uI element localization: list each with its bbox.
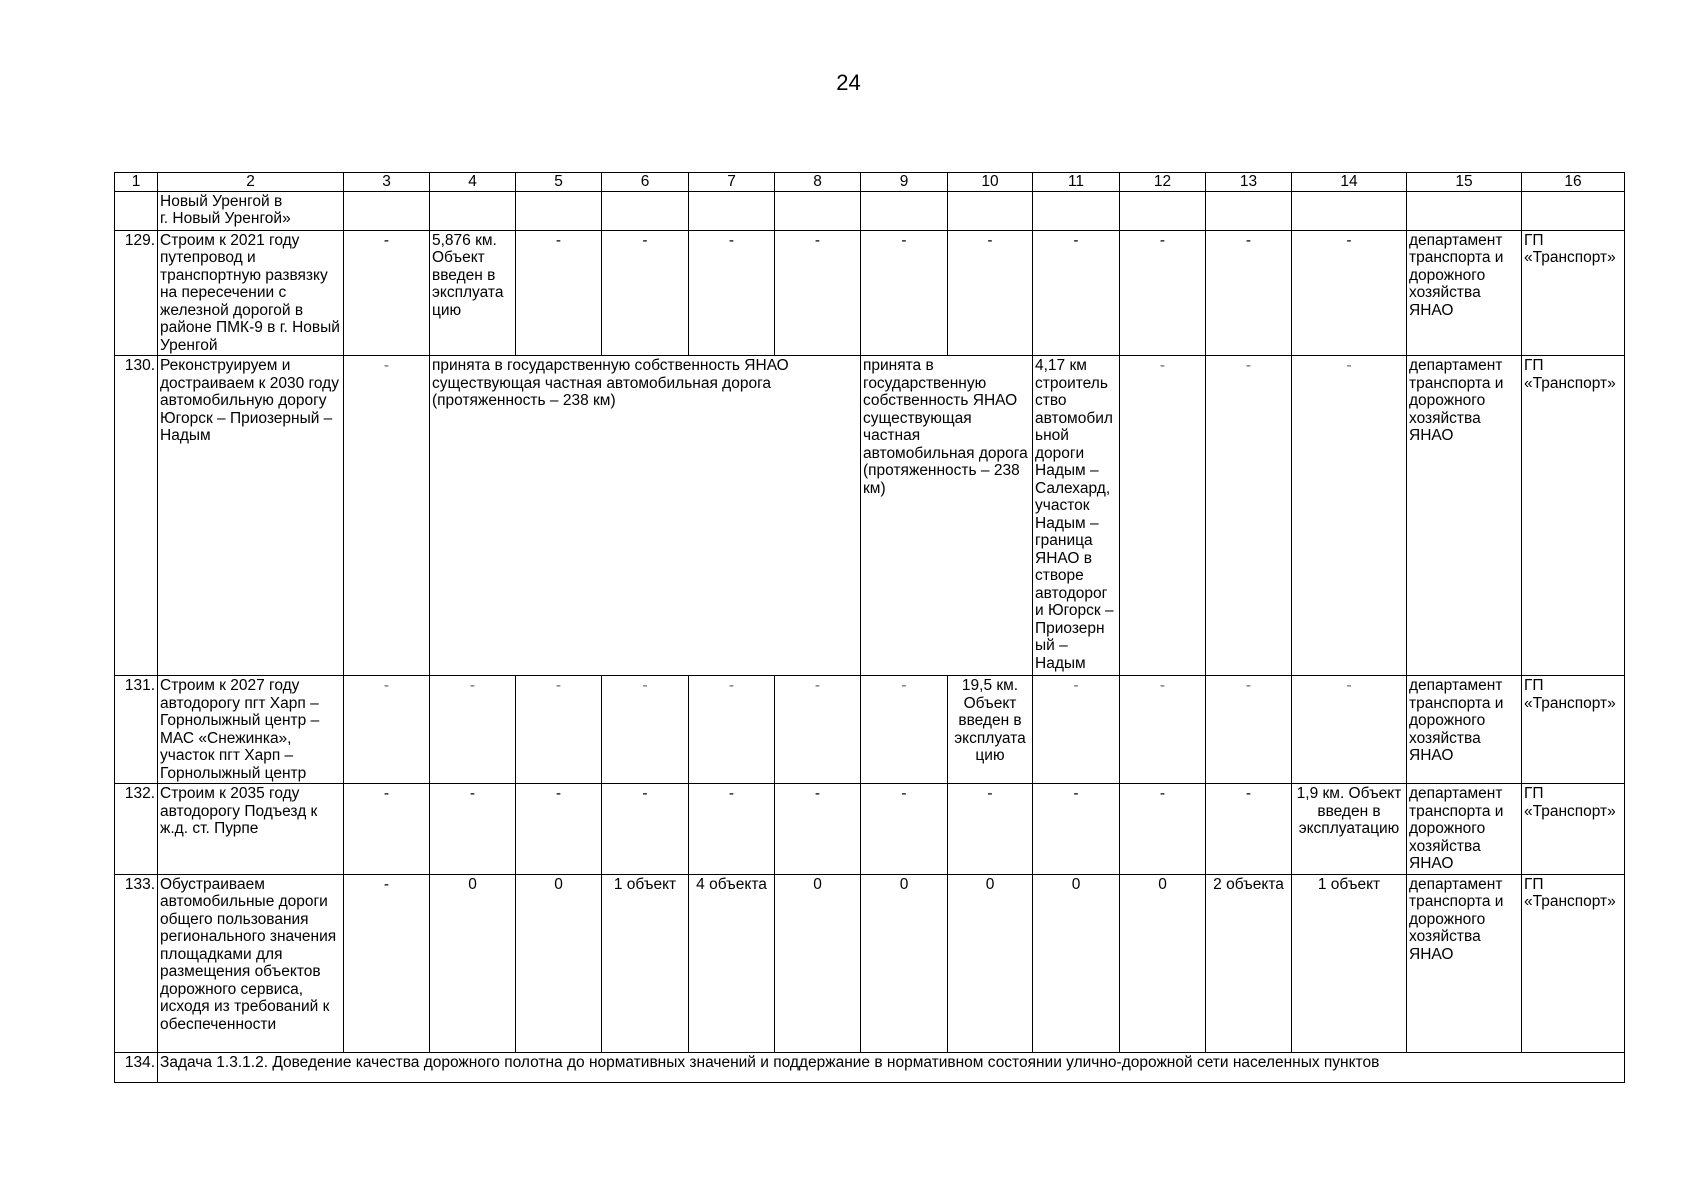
cell: -: [861, 676, 948, 784]
responsible-cell: департамент транспорта и дорожного хозяйства ЯНАО: [1407, 784, 1522, 875]
cell: -: [602, 230, 689, 356]
row-number: 132.: [115, 784, 158, 875]
cell: 0: [1120, 874, 1206, 1052]
cell: 0: [1033, 874, 1120, 1052]
program-cell: ГП «Транспорт»: [1522, 230, 1625, 356]
page-number: 24: [836, 70, 861, 95]
cell: -: [1033, 784, 1120, 875]
row-number: 130.: [115, 356, 158, 676]
cell: -: [1120, 230, 1206, 356]
cell: 1 объект: [1292, 874, 1407, 1052]
col-header: 16: [1522, 173, 1625, 192]
cell: 2 объекта: [1206, 874, 1292, 1052]
col-header: 7: [689, 173, 775, 192]
col-header: 8: [775, 173, 861, 192]
table-row: [115, 676, 1625, 784]
col-header: 3: [344, 173, 430, 192]
cell: -: [344, 784, 430, 875]
col-header: 11: [1033, 173, 1120, 192]
table-row: [115, 1052, 1625, 1082]
col-header: 12: [1120, 173, 1206, 192]
column-number-row: [115, 173, 1625, 192]
cell: 0: [516, 874, 602, 1052]
cell: -: [1292, 676, 1407, 784]
cell: -: [689, 784, 775, 875]
cell: -: [1292, 356, 1407, 676]
cell: -: [516, 230, 602, 356]
cell: -: [861, 230, 948, 356]
row-number: 129.: [115, 230, 158, 356]
cell: -: [344, 874, 430, 1052]
cell: 0: [775, 874, 861, 1052]
cell: -: [775, 784, 861, 875]
responsible-cell: департамент транспорта и дорожного хозяйства ЯНАО: [1407, 676, 1522, 784]
program-cell: ГП «Транспорт»: [1522, 356, 1625, 676]
col-header: 4: [430, 173, 516, 192]
row-name: Строим к 2021 году путепровод и транспортную развязку на пересечении с железной дорогой в районе ПМК-9 в г. Новый Уренгой: [158, 230, 344, 356]
cell: 4 объекта: [689, 874, 775, 1052]
cell: -: [1033, 676, 1120, 784]
row-name: Обустраиваем автомобильные дороги общего пользования регионального значения площадками для размещения объектов дорожного сервиса, исходя из требований к обеспеченности: [158, 874, 344, 1052]
responsible-cell: департамент транспорта и дорожного хозяйства ЯНАО: [1407, 356, 1522, 676]
cell: -: [1033, 230, 1120, 356]
cell: -: [602, 676, 689, 784]
row-name: Новый Уренгой в г. Новый Уренгой»: [158, 191, 344, 230]
cell: 1 объект: [602, 874, 689, 1052]
col-header: 13: [1206, 173, 1292, 192]
cell: -: [775, 676, 861, 784]
row-number: 133.: [115, 874, 158, 1052]
responsible-cell: департамент транспорта и дорожного хозяйства ЯНАО: [1407, 874, 1522, 1052]
col-header: 9: [861, 173, 948, 192]
program-table: [114, 172, 1625, 1083]
col-header: 2: [158, 173, 344, 192]
cell: 4,17 км строитель ство автомобил ьной дороги Надым – Салехард, участок Надым – граница ЯНАО в створе автодорог и Югорск – Приозерн ый – Надым: [1033, 356, 1120, 676]
cell: -: [1206, 230, 1292, 356]
cell: -: [1120, 356, 1206, 676]
table-row: [115, 191, 1625, 230]
merged-cell: принята в государственную собственность ЯНАО существующая частная автомобильная дорога (протяженность – 238 км): [861, 356, 1033, 676]
cell: 19,5 км. Объект введен в эксплуата цию: [948, 676, 1033, 784]
cell: -: [602, 784, 689, 875]
cell: -: [1292, 230, 1407, 356]
cell: 0: [430, 874, 516, 1052]
table-row: [115, 230, 1625, 356]
table-row: [115, 784, 1625, 875]
cell: -: [689, 230, 775, 356]
program-cell: ГП «Транспорт»: [1522, 784, 1625, 875]
merged-cell: принята в государственную собственность ЯНАО существующая частная автомобильная дорога (протяженность – 238 км): [430, 356, 861, 676]
row-number: 131.: [115, 676, 158, 784]
row-name: Реконструируем и достраиваем к 2030 году автомобильную дорогу Югорск – Приозерный – Надым: [158, 356, 344, 676]
responsible-cell: департамент транспорта и дорожного хозяйства ЯНАО: [1407, 230, 1522, 356]
table-row: [115, 356, 1625, 676]
cell: -: [948, 784, 1033, 875]
col-header: 5: [516, 173, 602, 192]
cell: -: [344, 676, 430, 784]
cell: -: [1206, 676, 1292, 784]
col-header: 10: [948, 173, 1033, 192]
task-heading: Задача 1.3.1.2. Доведение качества дорожного полотна до нормативных значений и поддержание в нормативном состоянии улично-дорожной сети населенных пунктов: [158, 1052, 1625, 1082]
cell: -: [948, 230, 1033, 356]
program-cell: ГП «Транспорт»: [1522, 874, 1625, 1052]
cell: -: [775, 230, 861, 356]
col-header: 14: [1292, 173, 1407, 192]
cell: -: [344, 230, 430, 356]
cell: -: [689, 676, 775, 784]
cell: -: [516, 676, 602, 784]
cell: -: [430, 784, 516, 875]
row-name: Строим к 2035 году автодорогу Подъезд к ж.д. ст. Пурпе: [158, 784, 344, 875]
cell: 5,876 км. Объект введен в эксплуата цию: [430, 230, 516, 356]
program-cell: ГП «Транспорт»: [1522, 676, 1625, 784]
cell: -: [344, 356, 430, 676]
cell: -: [1120, 784, 1206, 875]
col-header: 6: [602, 173, 689, 192]
cell: 1,9 км. Объект введен в эксплуатацию: [1292, 784, 1407, 875]
cell: 0: [861, 874, 948, 1052]
table-row: [115, 874, 1625, 1052]
col-header: 15: [1407, 173, 1522, 192]
cell: -: [1120, 676, 1206, 784]
cell: -: [1206, 784, 1292, 875]
row-name: Строим к 2027 году автодорогу пгт Харп – Горнолыжный центр – МАС «Снежинка», участок пгт Харп – Горнолыжный центр: [158, 676, 344, 784]
cell: -: [430, 676, 516, 784]
col-header: 1: [115, 173, 158, 192]
cell: -: [1206, 356, 1292, 676]
row-number: 134.: [115, 1052, 158, 1082]
cell: -: [861, 784, 948, 875]
row-number: [115, 191, 158, 230]
cell: 0: [948, 874, 1033, 1052]
cell: -: [516, 784, 602, 875]
